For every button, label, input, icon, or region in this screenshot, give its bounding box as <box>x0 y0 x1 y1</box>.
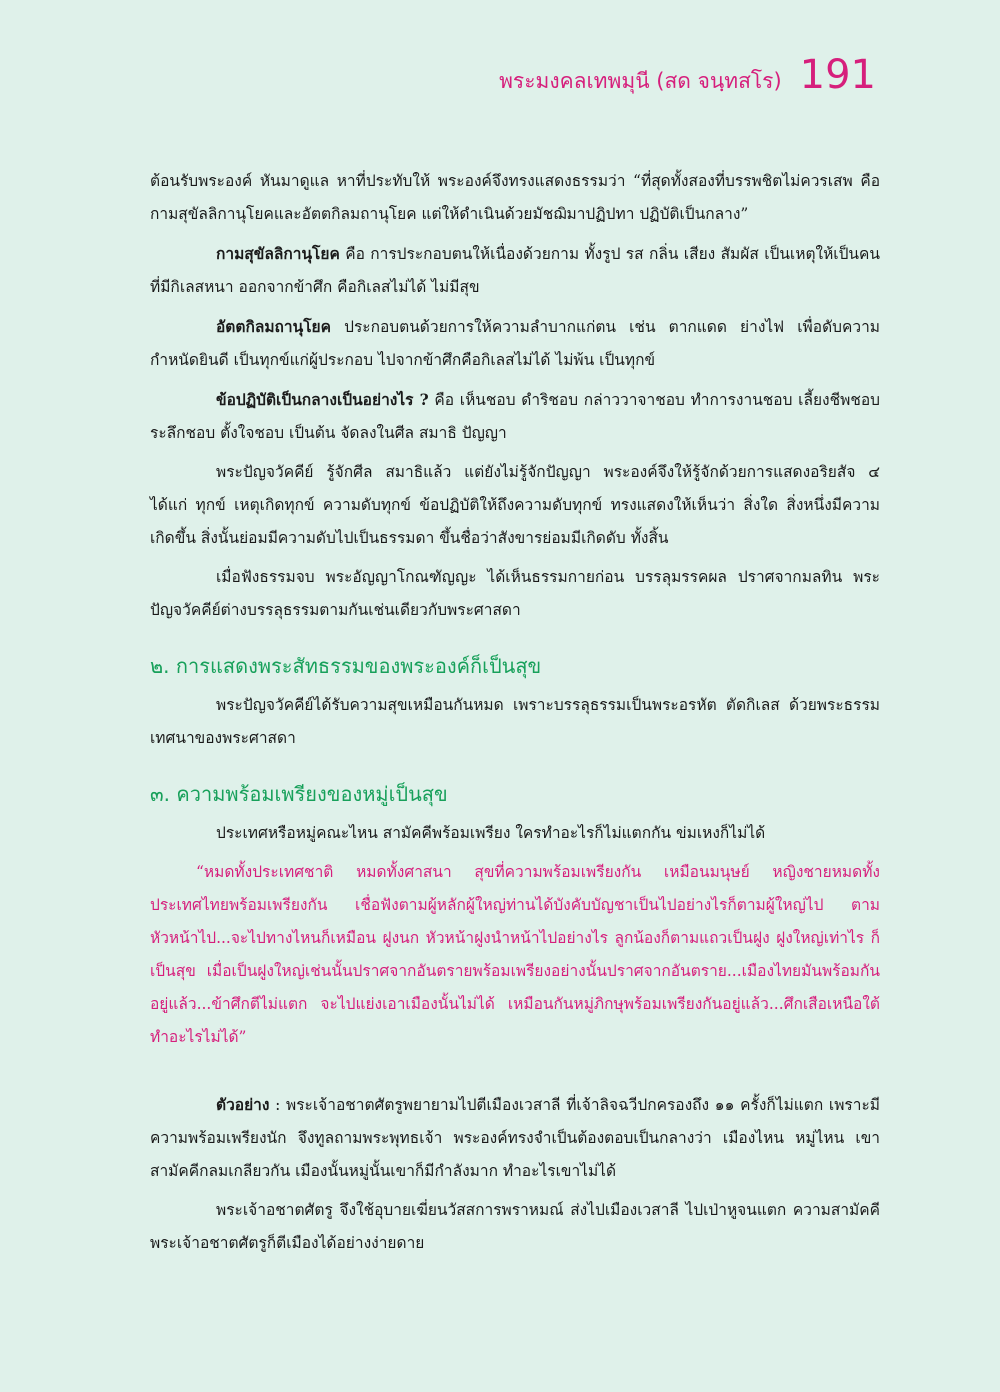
paragraph-1: ต้อนรับพระองค์ หันมาดูแล หาที่ประทับให้ พระองค์จึงทรงแสดงธรรมว่า “ที่สุดทั้งสองที่บรรพชิตไม่ควรเสพ คือ กามสุขัลลิกานุโยคและอัตตกิลมถานุโยค แต่ให้ดำเนินด้วยมัชฌิมาปฏิปทา ปฏิบัติเป็นกลาง” <box>150 172 880 223</box>
section-3-text: ประเทศหรือหมู่คณะไหน สามัคคีพร้อมเพรียง ใครทำอะไรก็ไม่แตกกัน ข่มเหงก็ไม่ได้ <box>216 824 766 842</box>
page-number: 191 <box>799 52 876 98</box>
term-kamasukha: กามสุขัลลิกานุโยค <box>216 244 340 263</box>
quote-block: “หมดทั้งประเทศชาติ หมดทั้งศาสนา สุขที่ความพร้อมเพรียงกัน เหมือนมนุษย์ หญิงชายหมดทั้งประเทศไทยพร้อมเพรียงกัน เชื่อฟังตามผู้หลักผู้ใหญ่ท่านได้บังคับบัญชาเป็นไปอย่างไรก็ตามผู้ใหญ่ไป ตามหัวหน้าไป...จะไปทางไหนก็เหมือน ฝูงนก หัวหน้าฝูงนำหน้าไปอย่างไร ลูกน้องก็ตามแถวเป็นฝูง ฝูงใหญ่เท่าไร ก็เป็นสุข เมื่อเป็นฝูงใหญ่เช่นนั้นปราศจากอันตรายพร้อมเพรียงอย่างนั้นปราศจากอันตราย...เมืองไทยมันพร้อมกันอยู่แล้ว...ข้าศึกตีไม่แตก จะไปแย่งเอาเมืองนั้นไม่ได้ เหมือนกันหมู่ภิกษุพร้อมเพรียงกันอยู่แล้ว...ศึกเสือเหนือใต้ทำอะไรไม่ได้” <box>150 863 880 1046</box>
example-paragraph: ตัวอย่าง : พระเจ้าอชาตศัตรูพยายามไปตีเมืองเวสาลี ที่เจ้าลิจฉวีปกครองถึง ๑๑ ครั้งก็ไม่แตก เพราะมีความพร้อมเพรียงนัก จึงทูลถามพระพุทธเจ้า พระองค์ทรงจำเป็นต้องตอบเป็นกลางว่า เมืองไหน หมู่ไหน เขาสามัคคีกลมเกลียวกัน เมืองนั้นหมู่นั้นเขาก็มีกำลังมาก ทำอะไรเขาไม่ได้ <box>150 1095 880 1180</box>
spacer <box>150 1060 880 1088</box>
section-2-text: พระปัญจวัคคีย์ได้รับความสุขเหมือนกันหมด เพราะบรรลุธรรมเป็นพระอรหัต ตัดกิเลส ด้วยพระธรรมเทศนาของพระศาสดา <box>150 696 880 747</box>
paragraph-3: อัตตกิลมถานุโยค ประกอบตนด้วยการให้ความลำบากแก่ตน เช่น ตากแดด ย่างไฟ เพื่อดับความกำหนัดยินดี เป็นทุกข์แก่ผู้ประกอบ ไปจากข้าศึกคือกิเลสไม่ได้ ไม่พ้น เป็นทุกข์ <box>150 317 880 369</box>
paragraph-6: เมื่อฟังธรรมจบ พระอัญญาโกณฑัญญะ ได้เห็นธรรมกายก่อน บรรลุมรรคผล ปราศจากมลทิน พระปัญจวัคคีย์ต่างบรรลุธรรมตามกันเช่นเดียวกับพระศาสดา <box>150 568 880 619</box>
paragraph-5: พระปัญจวัคคีย์ รู้จักศีล สมาธิแล้ว แต่ยังไม่รู้จักปัญญา พระองค์จึงให้รู้จักด้วยการแสดงอริยสัจ ๔ ได้แก่ ทุกข์ เหตุเกิดทุกข์ ความดับทุกข์ ข้อปฏิบัติให้ถึงความดับทุกข์ ทรงแสดงให้เห็นว่า สิ่งใด สิ่งหนึ่งมีความเกิดขึ้น สิ่งนั้นย่อมมีความดับไปเป็นธรรมดา ขึ้นชื่อว่าสังขารย่อมมีเกิดดับ ทั้งสิ้น <box>150 463 881 547</box>
last-paragraph: พระเจ้าอชาตศัตรู จึงใช้อุบายเฆี่ยนวัสสการพราหมณ์ ส่งไปเมืองเวสาลี ไปเป่าหูจนแตก ความสามัคคี พระเจ้าอชาตศัตรูก็ตีเมืองได้อย่างง่ายดาย <box>150 1201 880 1252</box>
term-attakilamatha: อัตตกิลมถานุโยค <box>216 317 332 336</box>
term-example: ตัวอย่าง <box>216 1095 270 1114</box>
term-middle-way: ข้อปฏิบัติเป็นกลางเป็นอย่างไร ? <box>216 390 429 409</box>
section-3-heading: ๓. ความพร้อมเพรียงของหมู่เป็นสุข <box>150 782 448 806</box>
page-header <box>499 52 876 98</box>
page-body <box>150 165 880 1266</box>
paragraph-4: ข้อปฏิบัติเป็นกลางเป็นอย่างไร ? คือ เห็นชอบ ดำริชอบ กล่าววาจาชอบ ทำการงานชอบ เลี้ยงชีพชอบ ระลึกชอบ ตั้งใจชอบ เป็นต้น จัดลงในศีล สมาธิ ปัญญา <box>150 390 881 442</box>
paragraph-2: กามสุขัลลิกานุโยค คือ การประกอบตนให้เนื่องด้วยกาม ทั้งรูป รส กลิ่น เสียง สัมผัส เป็นเหตุให้เป็นคนที่มีกิเลสหนา ออกจากข้าศึก คือกิเลสไม่ได้ ไม่มีสุข <box>150 244 880 296</box>
section-2-heading: ๒. การแสดงพระสัทธรรมของพระองค์ก็เป็นสุข <box>150 654 542 678</box>
running-title: พระมงคลเทพมุนี (สด จนฺทสโร) <box>499 69 782 93</box>
